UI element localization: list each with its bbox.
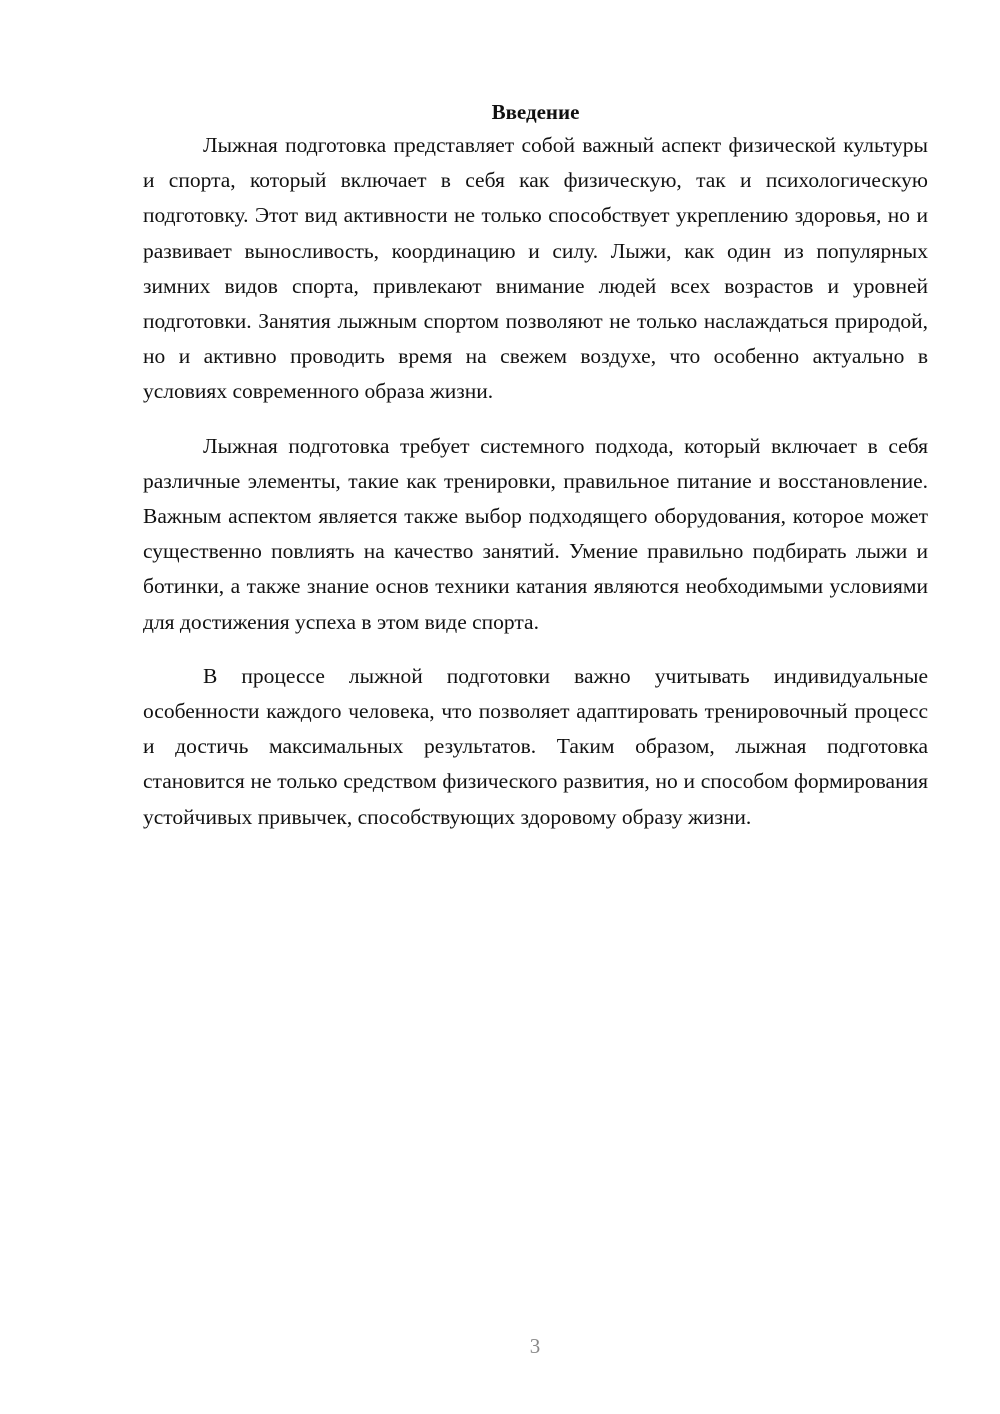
page-number: 3: [529, 1334, 541, 1358]
paragraph-2: Лыжная подготовка требует системного подхода, который включает в себя различные элементы, такие как тренировки, правильное питание и восстановление. Важным аспектом является также выбор подходящего оборудования, которое может существенно повлиять на качество занятий. Умение правильно подбирать лыжи и ботинки, а также знание основ техники катания являются необходимыми условиями для достижения успеха в этом виде спорта.: [143, 433, 928, 634]
section-title: Введение: [491, 100, 580, 124]
paragraph-1: Лыжная подготовка представляет собой важный аспект физической культуры и спорта, который включает в себя как физическую, так и психологическую подготовку. Этот вид активности не только способствует укреплению здоровья, но и развивает выносливость, координацию и силу. Лыжи, как один из популярных зимних видов спорта, привлекают внимание людей всех возрастов и уровней подготовки. Занятия лыжным спортом позволяют не только наслаждаться природой, но и активно проводить время на свежем воздухе, что особенно актуально в условиях современного образа жизни.: [143, 133, 928, 404]
paragraph-3: В процессе лыжной подготовки важно учитывать индивидуальные особенности каждого человека, что позволяет адаптировать тренировочный процесс и достичь максимальных результатов. Таким образом, лыжная подготовка становится не только средством физического развития, но и способом формирования устойчивых привычек, способствующих здоровому образу жизни.: [143, 663, 928, 829]
page-content: [143, 96, 928, 835]
